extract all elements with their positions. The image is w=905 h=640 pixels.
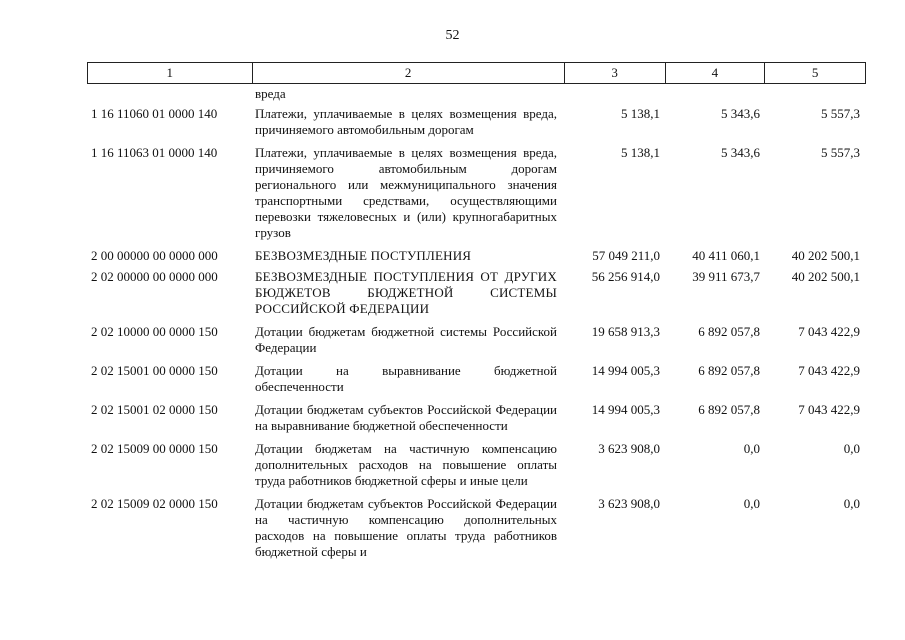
column-header-5: 5: [811, 65, 819, 80]
row-value-col3: 57 049 211,0: [592, 248, 660, 263]
row-value-col5: 40 202 500,1: [791, 269, 860, 284]
row-value-col5: 0,0: [843, 441, 860, 456]
row-code: 2 02 15009 02 0000 150: [91, 496, 218, 511]
row-value-col4: 0,0: [743, 441, 760, 456]
row-value-col4: 40 411 060,1: [692, 248, 760, 263]
row-code: 2 02 15009 00 0000 150: [91, 441, 218, 456]
row-value-col3: 56 256 914,0: [591, 269, 660, 284]
row-name: БЕЗВОЗМЕЗДНЫЕ ПОСТУПЛЕНИЯ ОТ ДРУГИХ БЮДЖЕТОВ БЮДЖЕТНОЙ СИСТЕМЫ РОССИЙСКОЙ ФЕДЕРАЦИИ: [255, 269, 557, 316]
table-row: [87, 363, 866, 395]
row-name: Дотации бюджетам бюджетной системы Российской Федерации: [255, 324, 557, 355]
row-name: Дотации бюджетам субъектов Российской Федерации на частичную компенсацию дополнительных расходов на повышение оплаты труда работников бюджетной сферы и: [255, 496, 557, 559]
row-value-col3: 3 623 908,0: [598, 496, 660, 511]
table-row: [87, 106, 866, 138]
table-row: [87, 86, 866, 102]
row-code: 2 02 15001 00 0000 150: [91, 363, 218, 378]
table-row: [87, 402, 866, 434]
row-value-col4: 0,0: [743, 496, 760, 511]
table-row: [87, 248, 866, 264]
table-header: [87, 62, 866, 84]
row-code: 2 02 10000 00 0000 150: [91, 324, 218, 339]
row-code: 1 16 11063 01 0000 140: [91, 145, 218, 160]
row-code: 2 02 15001 02 0000 150: [91, 402, 218, 417]
row-value-col5: 7 043 422,9: [798, 324, 860, 339]
row-name: Платежи, уплачиваемые в целях возмещения вреда, причиняемого автомобильным дорогам регионального или межмуниципального значения транспортными средствами, осуществляющими перевозки тяжеловесных и (или) крупногабаритных грузов: [255, 145, 557, 240]
row-value-col5: 0,0: [843, 496, 860, 511]
row-name: Платежи, уплачиваемые в целях возмещения вреда, причиняемого автомобильным дорогам: [255, 106, 557, 137]
row-value-col4: 6 892 057,8: [698, 324, 760, 339]
row-value-col4: 5 343,6: [721, 106, 760, 121]
column-header-2: 2: [253, 63, 565, 83]
row-code: 2 02 00000 00 0000 000: [91, 269, 218, 284]
table-body: [87, 86, 866, 567]
row-value-col5: 7 043 422,9: [798, 402, 860, 417]
row-value-col5: 40 202 500,1: [791, 248, 860, 263]
row-value-col4: 5 343,6: [721, 145, 760, 160]
row-value-col4: 6 892 057,8: [698, 363, 760, 378]
table-row: [87, 441, 866, 489]
row-value-col4: 39 911 673,7: [692, 269, 760, 284]
column-header-3: 3: [565, 63, 666, 83]
row-value-col5: 7 043 422,9: [798, 363, 860, 378]
column-header-4: 4: [666, 63, 766, 83]
row-name: Дотации бюджетам на частичную компенсацию дополнительных расходов на повышение оплаты труда работников бюджетной сферы и иные цели: [255, 441, 557, 488]
row-value-col3: 14 994 005,3: [591, 363, 660, 378]
row-name: БЕЗВОЗМЕЗДНЫЕ ПОСТУПЛЕНИЯ: [255, 248, 472, 263]
row-value-col5: 5 557,3: [821, 106, 860, 121]
column-header-1: 1: [88, 63, 253, 83]
row-value-col3: 19 658 913,3: [591, 324, 660, 339]
row-name: Дотации бюджетам субъектов Российской Федерации на выравнивание бюджетной обеспеченности: [255, 402, 557, 433]
row-value-col3: 3 623 908,0: [598, 441, 660, 456]
row-code: 1 16 11060 01 0000 140: [91, 106, 218, 121]
page-number: 52: [445, 28, 460, 43]
table-row: [87, 496, 866, 560]
row-name: вреда: [255, 86, 286, 101]
row-value-col5: 5 557,3: [821, 145, 860, 160]
row-value-col3: 5 138,1: [621, 145, 660, 160]
row-value-col4: 6 892 057,8: [698, 402, 760, 417]
row-code: 2 00 00000 00 0000 000: [91, 248, 218, 263]
row-name: Дотации на выравнивание бюджетной обеспеченности: [255, 363, 557, 394]
table-row: [87, 145, 866, 241]
row-value-col3: 5 138,1: [621, 106, 660, 121]
table-row: [87, 269, 866, 317]
table-row: [87, 324, 866, 356]
row-value-col3: 14 994 005,3: [591, 402, 660, 417]
